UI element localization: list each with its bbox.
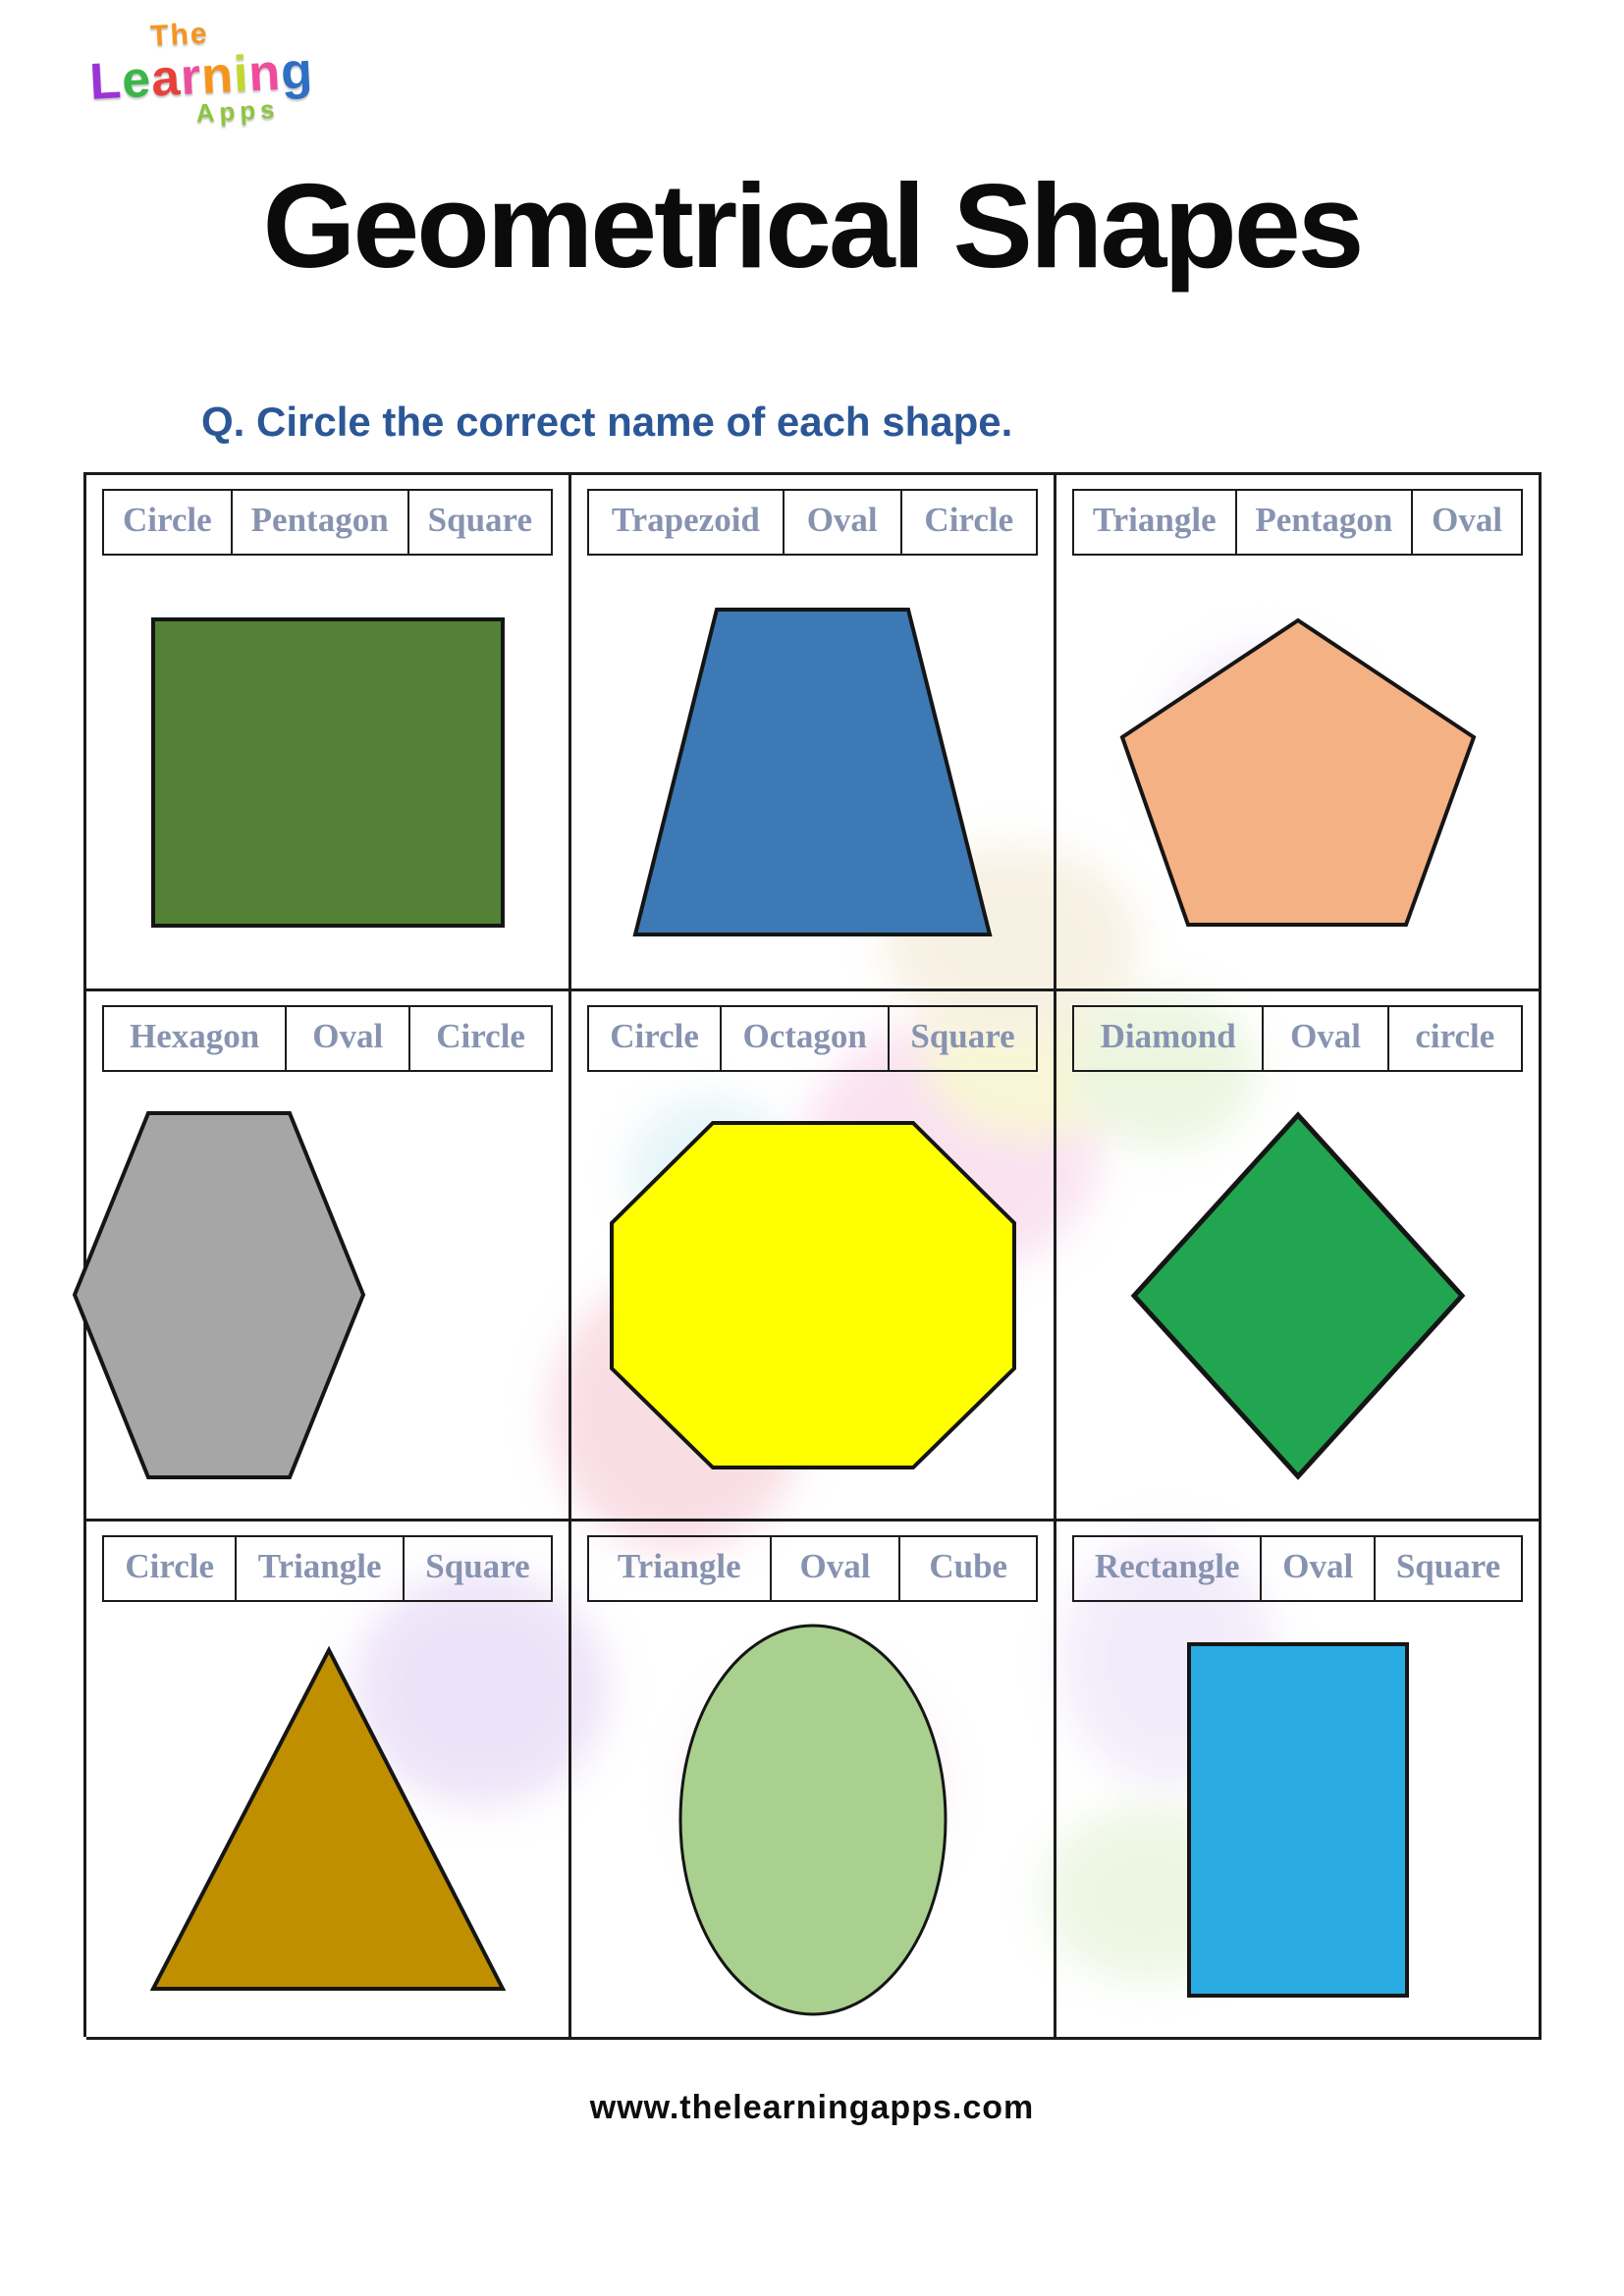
grid-cell-pentagon: [1056, 475, 1542, 991]
option-label[interactable]: Trapezoid: [589, 491, 785, 554]
grid-cell-oval: [571, 1522, 1056, 2040]
option-label[interactable]: Hexagon: [104, 1007, 287, 1070]
shape-area: [1056, 1602, 1539, 2037]
option-label[interactable]: Oval: [785, 491, 902, 554]
shape-area: [571, 1072, 1054, 1519]
rectangle-shape: [1187, 1642, 1409, 1998]
logo-learning: Learning: [88, 42, 315, 111]
shape-area: [1056, 556, 1539, 988]
option-label[interactable]: Circle: [104, 491, 233, 554]
option-label[interactable]: Cube: [929, 1547, 1008, 1585]
option-label[interactable]: Square: [425, 1547, 530, 1585]
option-label[interactable]: circle: [1415, 1017, 1495, 1055]
grid-cell-octagon: [571, 991, 1056, 1522]
pentagon-shape: [1120, 618, 1476, 927]
option-label[interactable]: Oval: [1264, 1007, 1388, 1070]
option-label[interactable]: Triangle: [589, 1537, 772, 1600]
grid-cell-diamond: [1056, 991, 1542, 1522]
answer-options: [1072, 1005, 1523, 1072]
grid-cell-rectangle: [1056, 1522, 1542, 2040]
hexagon-shape: [73, 1111, 365, 1479]
answer-options: [1072, 1535, 1523, 1602]
grid-cell-triangle: [86, 1522, 571, 2040]
option-label[interactable]: Square: [1395, 1547, 1501, 1585]
shape-area: [86, 556, 568, 988]
diamond-shape: [1131, 1112, 1465, 1479]
option-label[interactable]: Square: [910, 1017, 1015, 1055]
option-label[interactable]: Octagon: [722, 1007, 890, 1070]
option-label[interactable]: Circle: [104, 1537, 237, 1600]
option-label[interactable]: Oval: [772, 1537, 901, 1600]
option-label[interactable]: Oval: [1262, 1537, 1376, 1600]
option-label[interactable]: Triangle: [237, 1537, 404, 1600]
answer-options: [102, 489, 553, 556]
website-footer: www.thelearningapps.com: [589, 2089, 1035, 2126]
option-label[interactable]: Diamond: [1074, 1007, 1264, 1070]
option-label[interactable]: Triangle: [1074, 491, 1237, 554]
option-label[interactable]: Oval: [1432, 501, 1503, 539]
answer-options: [1072, 489, 1523, 556]
answer-options: [587, 1005, 1038, 1072]
learning-apps-logo: [76, 12, 327, 135]
triangle-shape: [150, 1647, 506, 1992]
option-label[interactable]: Square: [427, 501, 532, 539]
shape-area: [571, 556, 1054, 988]
square-shape: [151, 617, 505, 928]
shape-area: [1056, 1072, 1539, 1519]
answer-options: [102, 1005, 553, 1072]
option-label[interactable]: Rectangle: [1074, 1537, 1262, 1600]
page-title: Geometrical Shapes: [262, 159, 1362, 293]
grid-cell-square: [86, 475, 571, 991]
option-label[interactable]: Circle: [924, 501, 1014, 539]
answer-options: [587, 1535, 1038, 1602]
trapezoid-shape: [633, 608, 992, 936]
shape-area: [86, 1602, 568, 2037]
shape-area: [86, 1072, 568, 1519]
grid-cell-trapezoid: [571, 475, 1056, 991]
option-label[interactable]: Pentagon: [233, 491, 409, 554]
question-text: Q. Circle the correct name of each shape.: [201, 399, 1013, 445]
octagon-shape: [610, 1121, 1016, 1469]
answer-options: [587, 489, 1038, 556]
logo-apps: Apps: [194, 93, 281, 129]
option-label[interactable]: Oval: [287, 1007, 410, 1070]
option-label[interactable]: Pentagon: [1237, 491, 1414, 554]
option-label[interactable]: Circle: [589, 1007, 722, 1070]
logo-the: The: [149, 17, 210, 53]
answer-options: [102, 1535, 553, 1602]
option-label[interactable]: Circle: [436, 1017, 525, 1055]
shapes-grid: [83, 472, 1542, 2037]
shape-area: [571, 1602, 1054, 2037]
oval-shape: [677, 1623, 948, 2017]
grid-cell-hexagon: [86, 991, 571, 1522]
